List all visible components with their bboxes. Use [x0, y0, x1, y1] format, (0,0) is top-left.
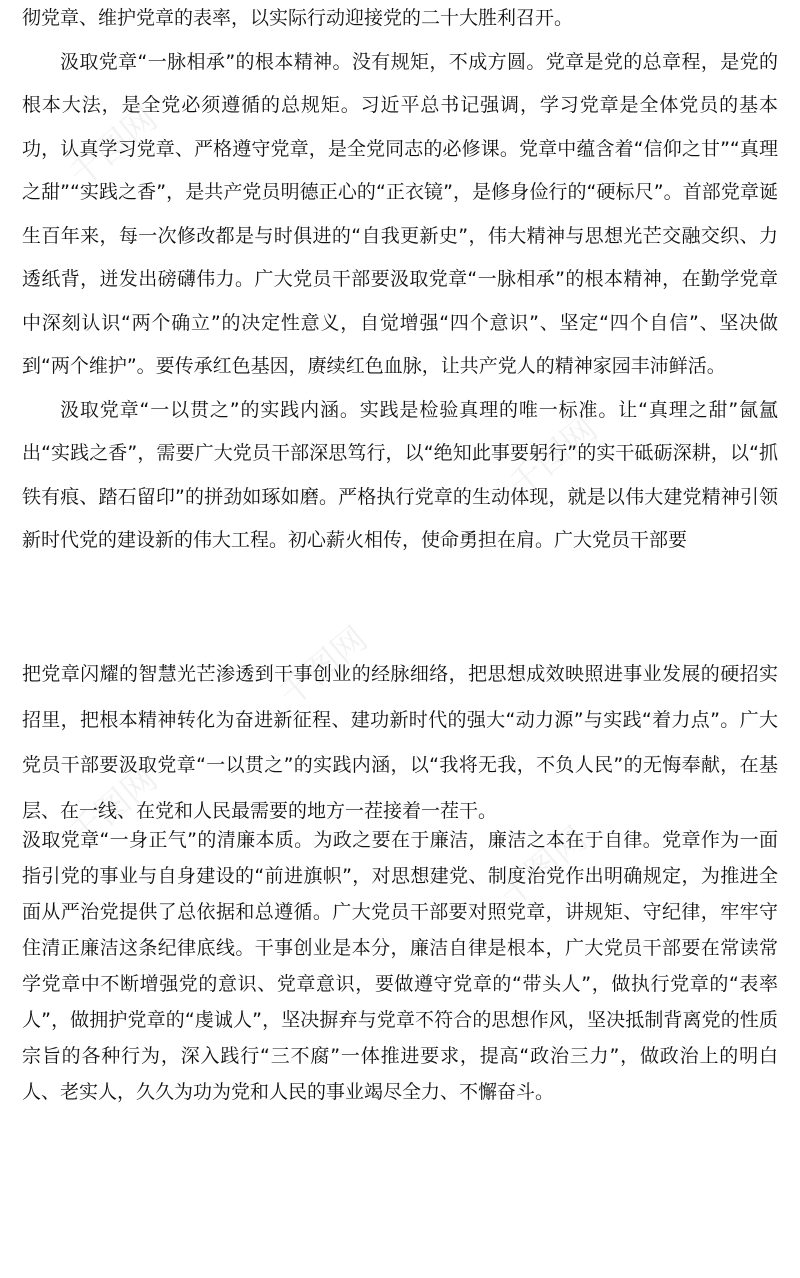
paragraph-continuation: 彻党章、维护党章的表率，以实际行动迎接党的二十大胜利召开。	[22, 7, 574, 29]
text-block-3	[22, 822, 778, 1110]
watermark: 千图网	[271, 619, 376, 716]
watermark: 千图网	[61, 99, 166, 196]
paragraph-continuation-2: 把党章闪耀的智慧光芒渗透到干事创业的经脉细络，把思想成效映照进事业发展的硬招实招里，把根本精神转化为奋进新征程、建功新时代的强大“动力源”与实践“着力点”。广大党员干部要汲取党章“一以贯之”的实践内涵，以“我将无我，不负人民”的无悔奉献，在基层、在一线、在党和人民最需要的地方一茬接着一茬干。	[22, 663, 778, 822]
text-block-1	[22, 0, 778, 563]
paragraph-yishen-zhengqi: 汲取党章“一身正气”的清廉本质。为政之要在于廉洁，廉洁之本在于自律。党章作为一面指引党的事业与自身建设的“前进旗帜”，对思想建党、制度治党作出明确规定，为推进全面从严治党提供了总依据和总遵循。广大党员干部要对照党章，讲规矩、守纪律，牢牢守住清正廉洁这条纪律底线。干事创业是本分，廉洁自律是根本，广大党员干部要在常读常学党章中不断增强党的意识、党章意识，要做遵守党章的“带头人”，做执行党章的“表率人”，做拥护党章的“虔诚人”，坚决摒弃与党章不符合的思想作风，坚决抵制背离党的性质宗旨的各种行为，深入践行“三不腐”一体推进要求，提高“政治三力”，做政治上的明白人、老实人，久久为功为党和人民的事业竭尽全力、不懈奋斗。	[22, 829, 778, 1103]
paragraph-yimai-xiangcheng: 汲取党章“一脉相承”的根本精神。没有规矩，不成方圆。党章是党的总章程，是党的根本大法，是全党必须遵循的总规矩。习近平总书记强调，学习党章是全体党员的基本功，认真学习党章、严格遵守党章，是全党同志的必修课。党章中蕴含着“信仰之甘”“真理之甜”“实践之香”，是共产党员明德正心的“正衣镜”，是修身俭行的“硬标尺”。首部党章诞生百年来，每一次修改都是与时俱进的“自我更新史”，伟大精神与思想光芒交融交织、力透纸背，迸发出磅礴伟力。广大党员干部要汲取党章“一脉相承”的根本精神，在勤学党章中深刻认识“两个确立”的决定性意义，自觉增强“四个意识”、坚定“四个自信”、坚决做到“两个维护”。要传承红色基因，赓续红色血脉，让共产党人的精神家园丰沛鲜活。	[22, 50, 778, 377]
paragraph-yiyi-guanzhi: 汲取党章“一以贯之”的实践内涵。实践是检验真理的唯一标准。让“真理之甜”氤氲出“实践之香”，需要广大党员干部深思笃行，以“绝知此事要躬行”的实干砥砺深耕，以“抓铁有痕、踏石留印”的拼劲如琢如磨。严格执行党章的生动体现，就是以伟大建党精神引领新时代党的建设新的伟大工程。初心薪火相传，使命勇担在肩。广大党员干部要	[22, 398, 778, 551]
text-block-2	[22, 652, 778, 834]
watermark: 千图网	[61, 759, 166, 856]
watermark: 千图网	[501, 409, 606, 506]
watermark: 千图网	[491, 819, 596, 916]
